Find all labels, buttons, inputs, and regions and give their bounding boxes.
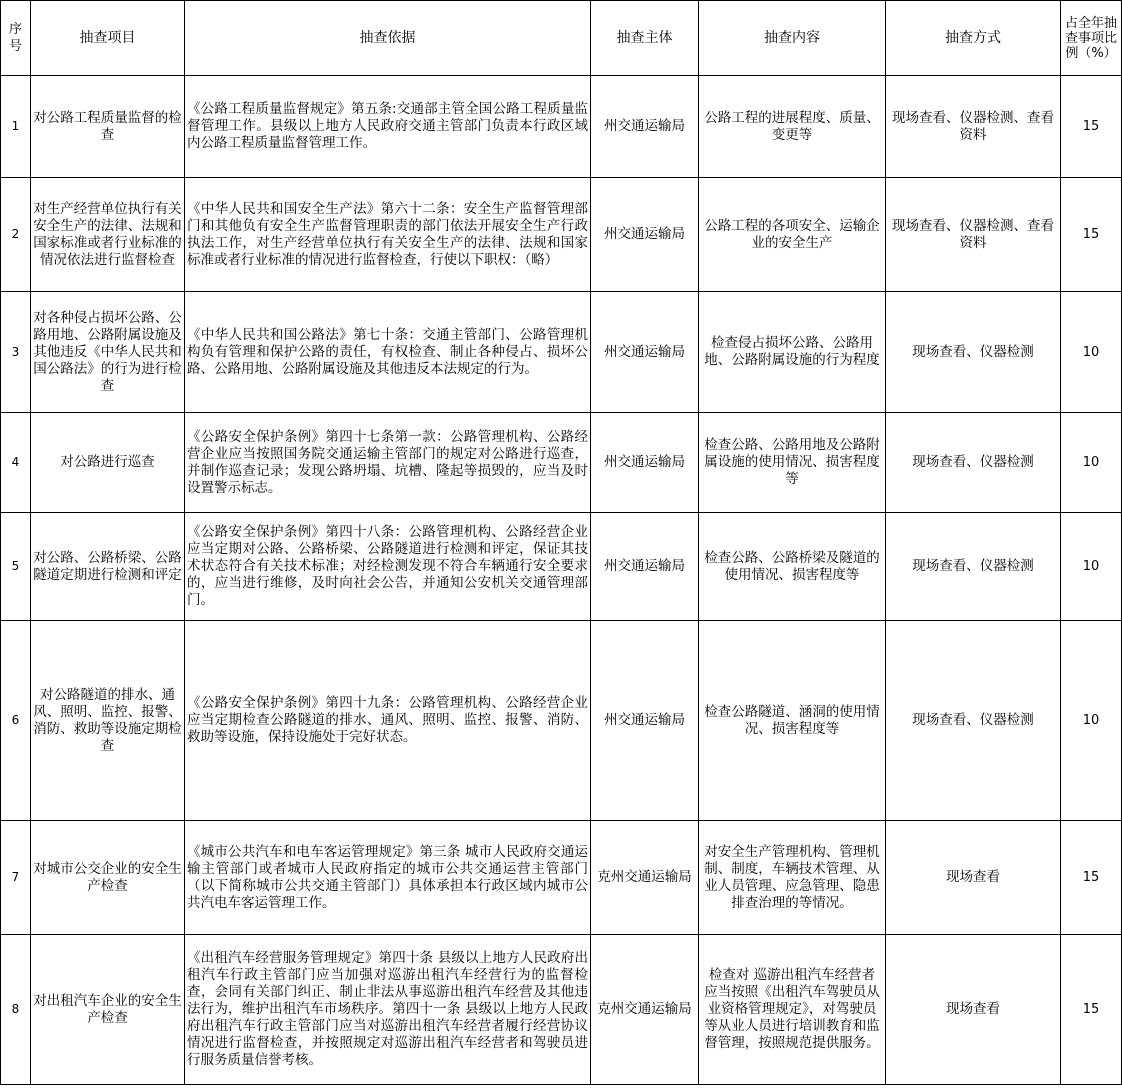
- cell-subject: 州交通运输局: [591, 513, 699, 621]
- cell-ratio: 10: [1061, 513, 1122, 621]
- cell-item: 对城市公交企业的安全生产检查: [31, 821, 185, 935]
- header-subject: 抽查主体: [591, 1, 699, 76]
- cell-item: 对公路进行巡查: [31, 413, 185, 513]
- cell-seq: 3: [1, 292, 31, 413]
- cell-item: 对公路隧道的排水、通风、照明、监控、报警、消防、救助等设施定期检查: [31, 621, 185, 821]
- cell-subject: 州交通运输局: [591, 413, 699, 513]
- header-item: 抽查项目: [31, 1, 185, 76]
- header-seq: 序号: [1, 1, 31, 76]
- cell-method: 现场查看、仪器检测、查看资料: [886, 178, 1061, 292]
- cell-method: 现场查看、仪器检测、查看资料: [886, 76, 1061, 178]
- cell-seq: 4: [1, 413, 31, 513]
- table-row: [1, 178, 1122, 292]
- cell-ratio: 15: [1061, 821, 1122, 935]
- cell-seq: 7: [1, 821, 31, 935]
- cell-content: 公路工程的各项安全、运输企业的安全生产: [699, 178, 886, 292]
- header-ratio: 占全年抽查事项比例（%）: [1061, 1, 1122, 76]
- cell-seq: 8: [1, 935, 31, 1085]
- cell-method: 现场查看: [886, 821, 1061, 935]
- header-content: 抽查内容: [699, 1, 886, 76]
- cell-content: 公路工程的进展程度、质量、变更等: [699, 76, 886, 178]
- table-row: [1, 292, 1122, 413]
- cell-method: 现场查看: [886, 935, 1061, 1085]
- table-row: [1, 935, 1122, 1085]
- cell-ratio: 15: [1061, 178, 1122, 292]
- cell-basis: 《出租汽车经营服务管理规定》第四十条 县级以上地方人民政府出租汽车行政主管部门应当加强对巡游出租汽车经营行为的监督检查，会同有关部门纠正、制止非法从事巡游出租汽车经营及其他违法行为，维护出租汽车市场秩序。第四十一条 县级以上地方人民政府出租汽车行政主管部门应当对巡游出租汽车经营者履行经营协议情况进行监督检查，并按照规定对巡游出租汽车经营者和驾驶员进行服务质量信誉考核。: [185, 935, 591, 1085]
- cell-basis: 《公路安全保护条例》第四十八条：公路管理机构、公路经营企业应当定期对公路、公路桥梁、公路隧道进行检测和评定，保证其技术状态符合有关技术标准；对经检测发现不符合车辆通行安全要求的，应当进行维修，及时向社会公告，并通知公安机关交通管理部门。: [185, 513, 591, 621]
- cell-item: 对生产经营单位执行有关安全生产的法律、法规和国家标准或者行业标准的情况依法进行监督检查: [31, 178, 185, 292]
- cell-method: 现场查看、仪器检测: [886, 292, 1061, 413]
- cell-basis: 《中华人民共和国公路法》第七十条：交通主管部门、公路管理机构负有管理和保护公路的责任，有权检查、制止各种侵占、损坏公路、公路用地、公路附属设施及其他违反本法规定的行为。: [185, 292, 591, 413]
- cell-subject: 克州交通运输局: [591, 821, 699, 935]
- cell-ratio: 10: [1061, 621, 1122, 821]
- cell-basis: 《公路安全保护条例》第四十七条第一款：公路管理机构、公路经营企业应当按照国务院交通运输主管部门的规定对公路进行巡查，并制作巡查记录；发现公路坍塌、坑槽、隆起等损毁的，应当及时设置警示标志。: [185, 413, 591, 513]
- cell-content: 检查对 巡游出租汽车经营者应当按照《出租汽车驾驶员从业资格管理规定》，对驾驶员等从业人员进行培训教育和监督管理，按照规范提供服务。: [699, 935, 886, 1085]
- cell-subject: 州交通运输局: [591, 621, 699, 821]
- table-row: [1, 76, 1122, 178]
- table-row: [1, 821, 1122, 935]
- cell-method: 现场查看、仪器检测: [886, 413, 1061, 513]
- cell-seq: 6: [1, 621, 31, 821]
- cell-subject: 州交通运输局: [591, 292, 699, 413]
- cell-item: 对各种侵占损坏公路、公路用地、公路附属设施及其他违反《中华人民共和国公路法》的行为进行检查: [31, 292, 185, 413]
- cell-content: 检查公路隧道、涵洞的使用情况、损害程度等: [699, 621, 886, 821]
- cell-seq: 5: [1, 513, 31, 621]
- cell-basis: 《公路工程质量监督规定》第五条:交通部主管全国公路工程质量监督管理工作。县级以上地方人民政府交通主管部门负责本行政区域内公路工程质量监督管理工作。: [185, 76, 591, 178]
- cell-content: 对安全生产管理机构、管理机制、制度，车辆技术管理、从业人员管理、应急管理、隐患排查治理的等情况。: [699, 821, 886, 935]
- cell-ratio: 10: [1061, 413, 1122, 513]
- cell-content: 检查公路、公路桥梁及隧道的使用情况、损害程度等: [699, 513, 886, 621]
- cell-method: 现场查看、仪器检测: [886, 513, 1061, 621]
- cell-subject: 州交通运输局: [591, 178, 699, 292]
- cell-seq: 2: [1, 178, 31, 292]
- cell-seq: 1: [1, 76, 31, 178]
- cell-ratio: 15: [1061, 76, 1122, 178]
- cell-ratio: 10: [1061, 292, 1122, 413]
- cell-subject: 克州交通运输局: [591, 935, 699, 1085]
- cell-item: 对出租汽车企业的安全生产检查: [31, 935, 185, 1085]
- header-method: 抽查方式: [886, 1, 1061, 76]
- cell-basis: 《中华人民共和国安全生产法》第六十二条：安全生产监督管理部门和其他负有安全生产监督管理职责的部门依法开展安全生产行政执法工作，对生产经营单位执行有关安全生产的法律、法规和国家标准或者行业标准的情况进行监督检查，行使以下职权：（略）: [185, 178, 591, 292]
- cell-basis: 《公路安全保护条例》第四十九条：公路管理机构、公路经营企业应当定期检查公路隧道的排水、通风、照明、监控、报警、消防、救助等设施，保持设施处于完好状态。: [185, 621, 591, 821]
- table-row: [1, 413, 1122, 513]
- header-basis: 抽查依据: [185, 1, 591, 76]
- cell-subject: 州交通运输局: [591, 76, 699, 178]
- cell-item: 对公路工程质量监督的检查: [31, 76, 185, 178]
- cell-content: 检查公路、公路用地及公路附属设施的使用情况、损害程度等: [699, 413, 886, 513]
- table-row: [1, 621, 1122, 821]
- cell-content: 检查侵占损坏公路、公路用地、公路附属设施的行为程度: [699, 292, 886, 413]
- cell-item: 对公路、公路桥梁、公路隧道定期进行检测和评定: [31, 513, 185, 621]
- cell-method: 现场查看、仪器检测: [886, 621, 1061, 821]
- cell-ratio: 15: [1061, 935, 1122, 1085]
- table-row: [1, 513, 1122, 621]
- header-row: [1, 1, 1122, 76]
- cell-basis: 《城市公共汽车和电车客运管理规定》第三条 城市人民政府交通运输主管部门或者城市人民政府指定的城市公共交通运营主管部门（以下简称城市公共交通主管部门）具体承担本行政区域内城市公共汽电车客运管理工作。: [185, 821, 591, 935]
